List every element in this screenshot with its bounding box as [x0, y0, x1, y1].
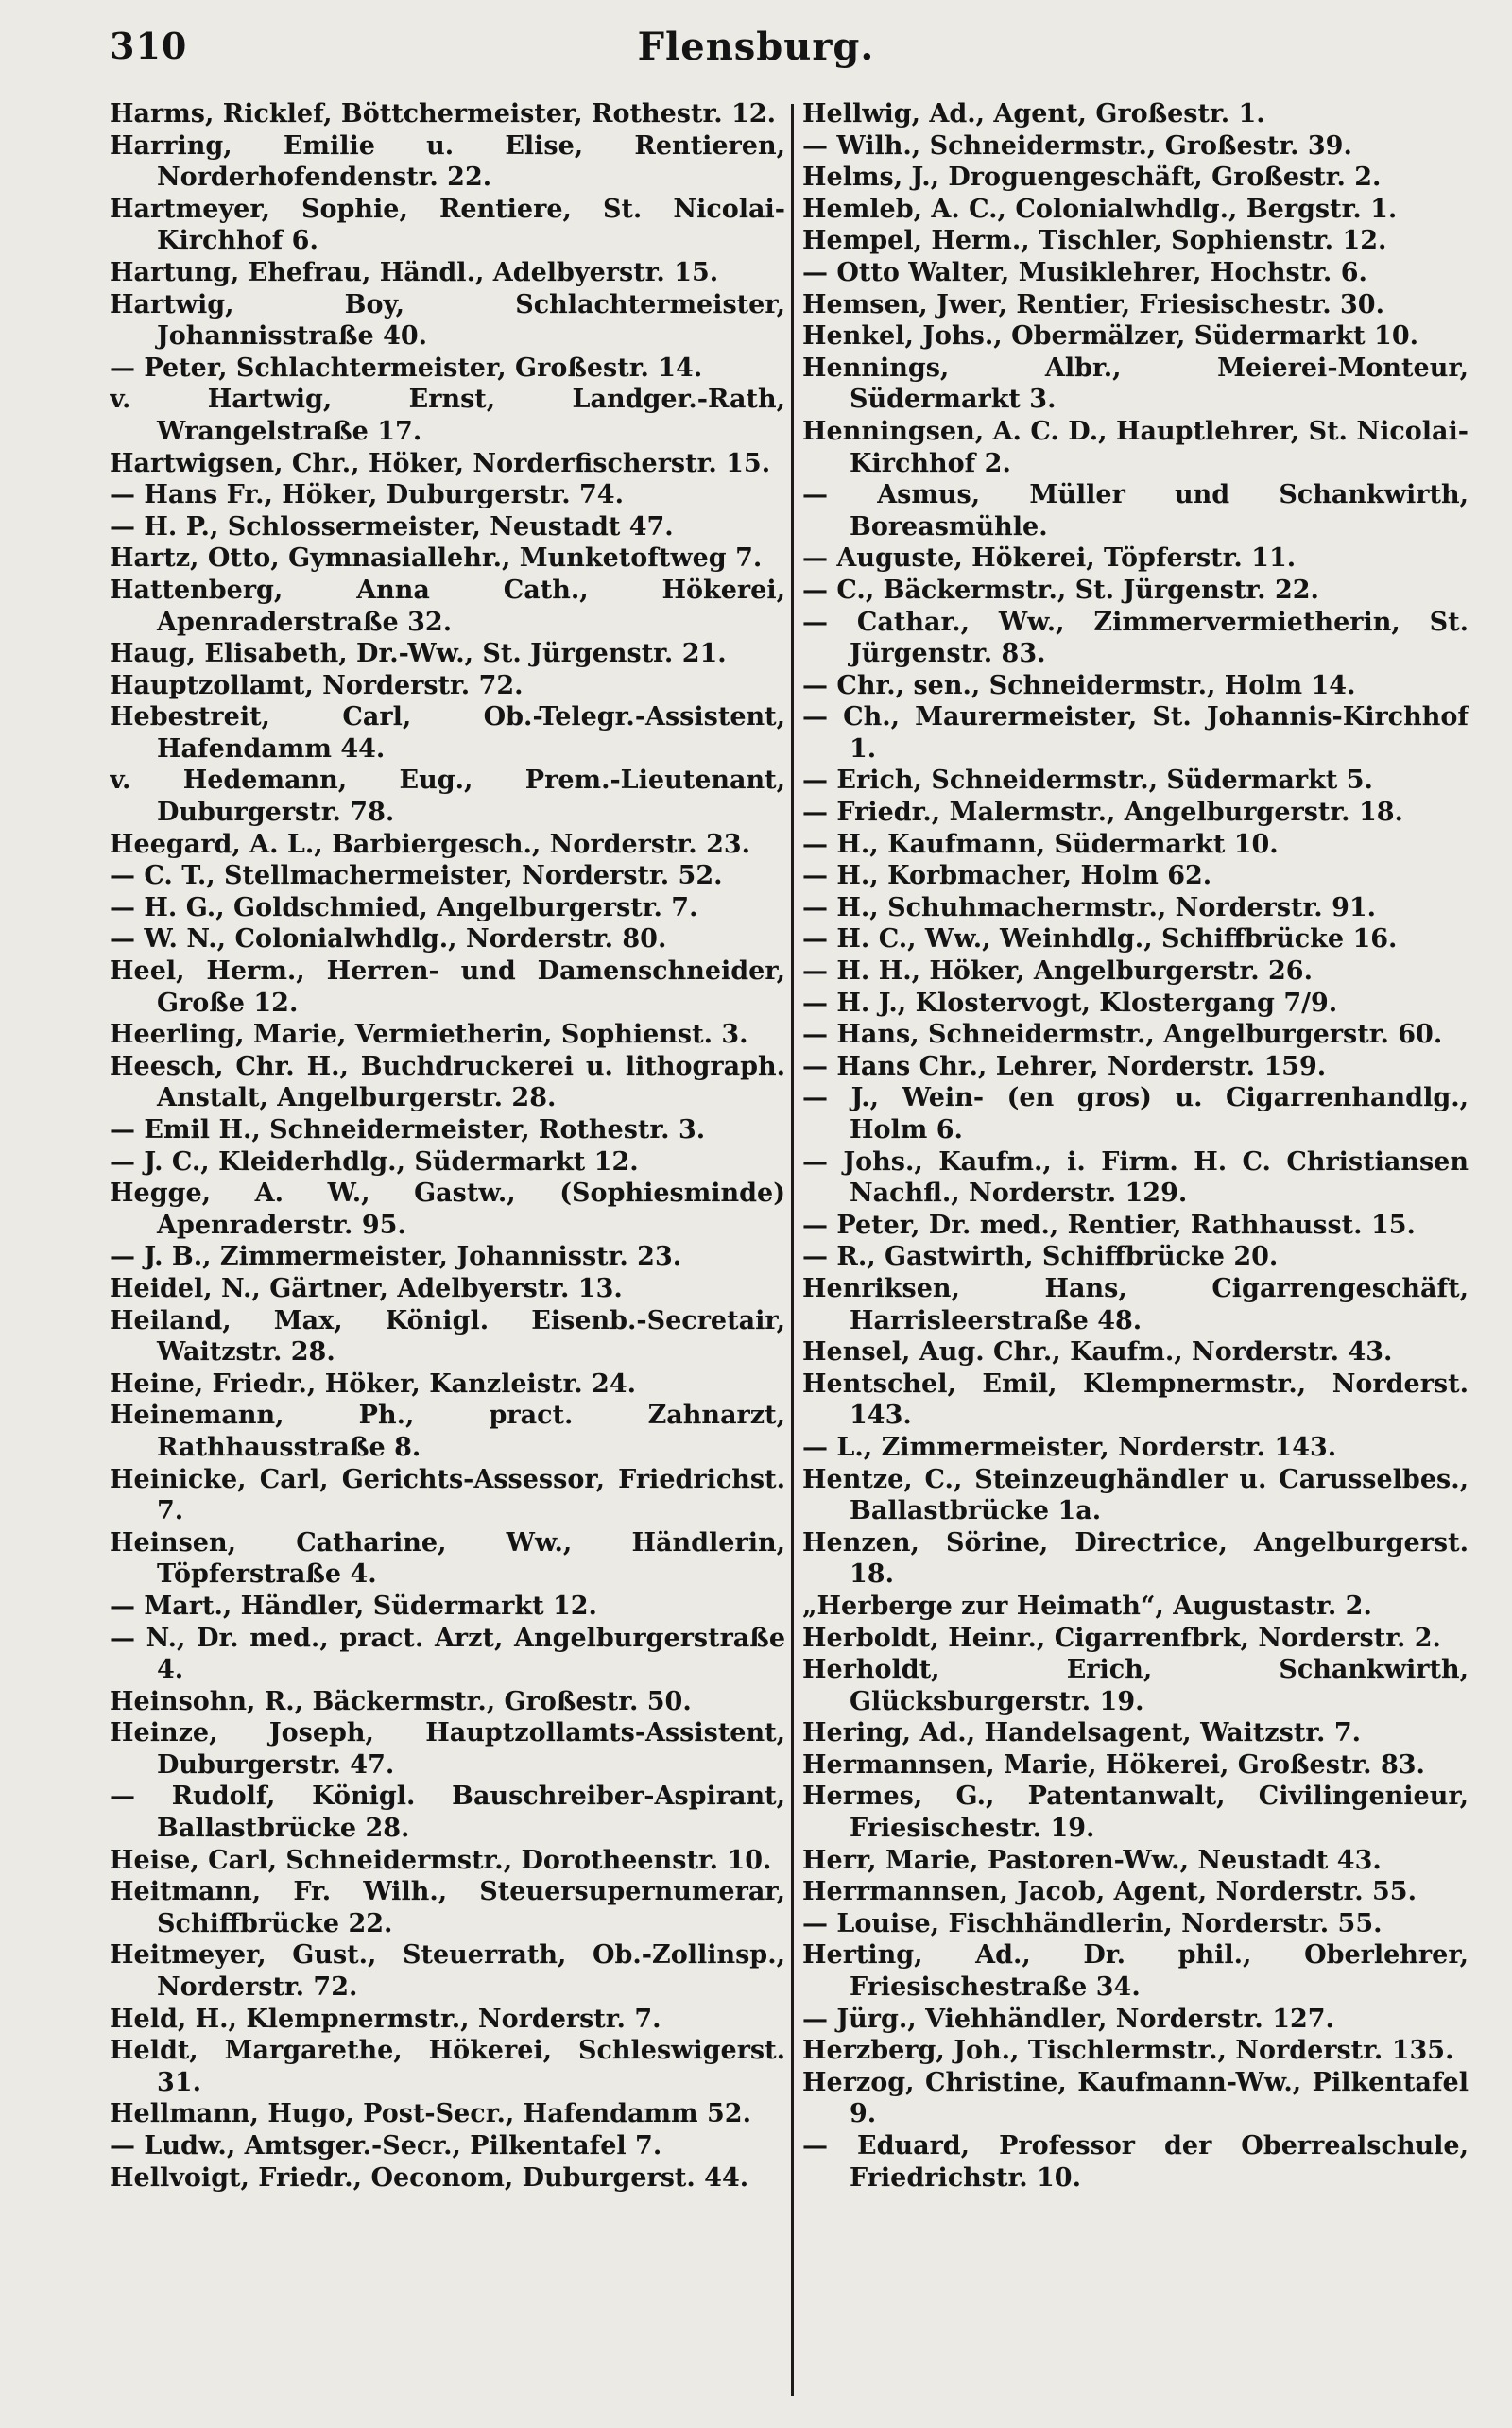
directory-entry: — Peter, Schlachtermeister, Großestr. 14.: [110, 353, 703, 383]
directory-entry: — Jürg., Viehhändler, Norderstr. 127.: [802, 2004, 1334, 2034]
directory-entry: — Asmus, Müller und Schankwirth, Boreasmühle.: [802, 480, 1469, 542]
directory-entry: — Hans Fr., Höker, Duburgerstr. 74.: [110, 480, 624, 510]
left-column: [110, 98, 785, 2404]
directory-entry: — H. P., Schlossermeister, Neustadt 47.: [110, 511, 674, 542]
directory-entry: Heise, Carl, Schneidermstr., Dorotheenstr. 10.: [110, 1845, 772, 1875]
directory-entry: Henkel, Johs., Obermälzer, Südermarkt 10.: [802, 321, 1419, 352]
directory-entry: Hellvoigt, Friedr., Oeconom, Duburgerst. 44.: [110, 2162, 749, 2193]
directory-entry: Herzberg, Joh., Tischlermstr., Norderstr. 135.: [802, 2036, 1454, 2066]
directory-entry: Hemleb, A. C., Colonialwhdlg., Bergstr. 1.: [802, 194, 1398, 224]
directory-entry: — Ch., Maurermeister, St. Johannis-Kirchhof 1.: [802, 702, 1469, 764]
page-header: [0, 0, 1512, 95]
column-divider: [791, 104, 794, 2396]
directory-entry: Heldt, Margarethe, Hökerei, Schleswigerst. 31.: [110, 2036, 785, 2097]
directory-entry: — L., Zimmermeister, Norderstr. 143.: [802, 1432, 1337, 1462]
directory-entry: — Friedr., Malermstr., Angelburgerstr. 18.: [802, 798, 1403, 828]
directory-entry: Hensel, Aug. Chr., Kaufm., Norderstr. 43.: [802, 1337, 1393, 1368]
directory-entry: Hartwig, Boy, Schlachtermeister, Johannisstraße 40.: [110, 289, 785, 352]
directory-entry: — Cathar., Ww., Zimmervermietherin, St. Jürgenstr. 83.: [802, 607, 1469, 669]
directory-entry: Hemsen, Jwer, Rentier, Friesischestr. 30.: [802, 289, 1384, 319]
directory-entry: Heerling, Marie, Vermietherin, Sophienst. 3.: [110, 1020, 748, 1050]
directory-entry: „Herberge zur Heimath“, Augustastr. 2.: [802, 1591, 1372, 1621]
directory-entry: — Emil H., Schneidermeister, Rothestr. 3.: [110, 1115, 706, 1145]
directory-entry: Heinemann, Ph., pract. Zahnarzt, Rathhausstraße 8.: [110, 1401, 785, 1462]
directory-entry: — Mart., Händler, Südermarkt 12.: [110, 1591, 597, 1621]
directory-entry: — Peter, Dr. med., Rentier, Rathhausst. 15.: [802, 1210, 1416, 1240]
directory-entry: — W. N., Colonialwhdlg., Norderstr. 80.: [110, 924, 667, 955]
directory-entry: v. Hartwig, Ernst, Landger.-Rath, Wrangelstraße 17.: [110, 385, 785, 446]
directory-entry: Hartwigsen, Chr., Höker, Norderfischerstr. 15.: [110, 448, 771, 478]
directory-entry: Harms, Ricklef, Böttchermeister, Rothestr. 12.: [110, 99, 776, 129]
right-column: [802, 98, 1469, 2404]
directory-entry: Henningsen, A. C. D., Hauptlehrer, St. Nicolai-Kirchhof 2.: [802, 416, 1469, 478]
directory-entry: Heesch, Chr. H., Buchdruckerei u. lithograph. Anstalt, Angelburgerstr. 28.: [110, 1051, 785, 1113]
directory-entry: — H. G., Goldschmied, Angelburgerstr. 7.: [110, 892, 698, 922]
directory-entry: Heitmeyer, Gust., Steuerrath, Ob.-Zollinsp., Norderstr. 72.: [110, 1940, 785, 2003]
directory-entry: Hentschel, Emil, Klempnermstr., Norderst. 143.: [802, 1369, 1469, 1431]
directory-entry: Hennings, Albr., Meierei-Monteur, Südermarkt 3.: [802, 353, 1469, 415]
directory-entry: — C. T., Stellmachermeister, Norderstr. 52.: [110, 861, 723, 891]
directory-entry: Henriksen, Hans, Cigarrengeschäft, Harrisleerstraße 48.: [802, 1273, 1469, 1335]
page-title: Flensburg.: [637, 25, 875, 69]
directory-entry: v. Hedemann, Eug., Prem.-Lieutenant, Duburgerstr. 78.: [110, 766, 785, 828]
directory-entry: Helms, J., Droguengeschäft, Großestr. 2.: [802, 163, 1382, 193]
directory-entry: — Otto Walter, Musiklehrer, Hochstr. 6.: [802, 257, 1367, 287]
directory-entry: Heiland, Max, Königl. Eisenb.-Secretair, Waitzstr. 28.: [110, 1305, 785, 1368]
directory-entry: Heinsohn, R., Bäckermstr., Großestr. 50.: [110, 1686, 692, 1716]
directory-entry: Herrmannsen, Jacob, Agent, Norderstr. 55.: [802, 1877, 1417, 1907]
directory-entry: Herholdt, Erich, Schankwirth, Glücksburgerstr. 19.: [802, 1655, 1469, 1716]
directory-entry: — Erich, Schneidermstr., Südermarkt 5.: [802, 766, 1373, 796]
directory-entry: — H., Schuhmachermstr., Norderstr. 91.: [802, 892, 1377, 922]
directory-entry: — J. B., Zimmermeister, Johannisstr. 23.: [110, 1242, 682, 1272]
directory-entry: Herzog, Christine, Kaufmann-Ww., Pilkentafel 9.: [802, 2067, 1469, 2129]
directory-entry: Hartung, Ehefrau, Händl., Adelbyerstr. 15.: [110, 257, 719, 287]
directory-entry: Heegard, A. L., Barbiergesch., Norderstr. 23.: [110, 829, 751, 859]
directory-entry: — Hans Chr., Lehrer, Norderstr. 159.: [802, 1051, 1327, 1081]
directory-entry: — Hans, Schneidermstr., Angelburgerstr. 60.: [802, 1020, 1443, 1050]
directory-entry: Hartz, Otto, Gymnasiallehr., Munketoftweg 7.: [110, 543, 763, 574]
directory-entry: — Ludw., Amtsger.-Secr., Pilkentafel 7.: [110, 2131, 662, 2161]
directory-entry: — H., Kaufmann, Südermarkt 10.: [802, 829, 1279, 859]
directory-entry: Heel, Herm., Herren- und Damenschneider, Große 12.: [110, 956, 785, 1018]
directory-entry: — Johs., Kaufm., i. Firm. H. C. Christiansen Nachfl., Norderstr. 129.: [802, 1146, 1469, 1209]
directory-entry: Held, H., Klempnermstr., Norderstr. 7.: [110, 2004, 662, 2034]
directory-entry: Herr, Marie, Pastoren-Ww., Neustadt 43.: [802, 1845, 1382, 1875]
directory-entry: — Rudolf, Königl. Bauschreiber-Aspirant, Ballastbrücke 28.: [110, 1782, 785, 1844]
directory-entry: Hempel, Herm., Tischler, Sophienstr. 12.: [802, 226, 1387, 256]
directory-entry: — H., Korbmacher, Holm 62.: [802, 861, 1212, 891]
directory-entry: — Eduard, Professor der Oberrealschule, Friedrichstr. 10.: [802, 2131, 1469, 2193]
directory-entry: Herboldt, Heinr., Cigarrenfbrk, Norderstr. 2.: [802, 1623, 1441, 1653]
directory-entry: — Wilh., Schneidermstr., Großestr. 39.: [802, 130, 1352, 161]
directory-entry: — N., Dr. med., pract. Arzt, Angelburgerstraße 4.: [110, 1623, 785, 1685]
directory-entry: Hentze, C., Steinzeughändler u. Carusselbes., Ballastbrücke 1a.: [802, 1464, 1469, 1526]
directory-entry: Hermes, G., Patentanwalt, Civilingenieur, Friesischestr. 19.: [802, 1782, 1469, 1844]
directory-entry: — C., Bäckermstr., St. Jürgenstr. 22.: [802, 575, 1319, 605]
directory-entry: Harring, Emilie u. Elise, Rentieren, Norderhofendenstr. 22.: [110, 130, 785, 193]
directory-entry: — H. H., Höker, Angelburgerstr. 26.: [802, 956, 1313, 987]
directory-entry: Heinze, Joseph, Hauptzollamts-Assistent, Duburgerstr. 47.: [110, 1718, 785, 1780]
directory-entry: Heitmann, Fr. Wilh., Steuersupernumerar, Schiffbrücke 22.: [110, 1877, 785, 1938]
directory-entry: Heine, Friedr., Höker, Kanzleistr. 24.: [110, 1369, 637, 1399]
directory-entry: Heinsen, Catharine, Ww., Händlerin, Töpferstraße 4.: [110, 1527, 785, 1590]
directory-entry: Heidel, N., Gärtner, Adelbyerstr. 13.: [110, 1273, 623, 1303]
directory-entry: Hattenberg, Anna Cath., Hökerei, Apenraderstraße 32.: [110, 575, 785, 637]
directory-entry: Haug, Elisabeth, Dr.-Ww., St. Jürgenstr. 21.: [110, 639, 727, 669]
directory-entry: Herting, Ad., Dr. phil., Oberlehrer, Friesischestraße 34.: [802, 1940, 1469, 2003]
directory-entry: Hellwig, Ad., Agent, Großestr. 1.: [802, 99, 1265, 129]
directory-entry: Hering, Ad., Handelsagent, Waitzstr. 7.: [802, 1718, 1362, 1748]
directory-entry: — R., Gastwirth, Schiffbrücke 20.: [802, 1242, 1279, 1272]
directory-entry: Heinicke, Carl, Gerichts-Assessor, Friedrichst. 7.: [110, 1464, 785, 1526]
directory-entry: Hermannsen, Marie, Hökerei, Großestr. 83.: [802, 1749, 1425, 1780]
directory-entry: — J., Wein- (en gros) u. Cigarrenhandlg., Holm 6.: [802, 1083, 1469, 1145]
directory-entry: Hebestreit, Carl, Ob.-Telegr.-Assistent, Hafendamm 44.: [110, 702, 785, 764]
directory-entry: Hauptzollamt, Norderstr. 72.: [110, 670, 524, 700]
page-number: 310: [110, 25, 188, 67]
directory-entry: — Chr., sen., Schneidermstr., Holm 14.: [802, 670, 1356, 700]
directory-entry: Henzen, Sörine, Directrice, Angelburgerst. 18.: [802, 1527, 1469, 1590]
directory-entry: Hartmeyer, Sophie, Rentiere, St. Nicolai-Kirchhof 6.: [110, 194, 785, 256]
directory-entry: — H. J., Klostervogt, Klostergang 7/9.: [802, 988, 1338, 1018]
directory-entry: — J. C., Kleiderhdlg., Südermarkt 12.: [110, 1146, 639, 1177]
directory-entry: — Auguste, Hökerei, Töpferstr. 11.: [802, 543, 1297, 574]
directory-entry: — H. C., Ww., Weinhdlg., Schiffbrücke 16.: [802, 924, 1398, 955]
directory-entry: Hellmann, Hugo, Post-Secr., Hafendamm 52.: [110, 2099, 751, 2129]
directory-entry: — Louise, Fischhändlerin, Norderstr. 55.: [802, 1908, 1383, 1938]
directory-entry: Hegge, A. W., Gastw., (Sophiesminde) Apenraderstr. 95.: [110, 1179, 785, 1240]
